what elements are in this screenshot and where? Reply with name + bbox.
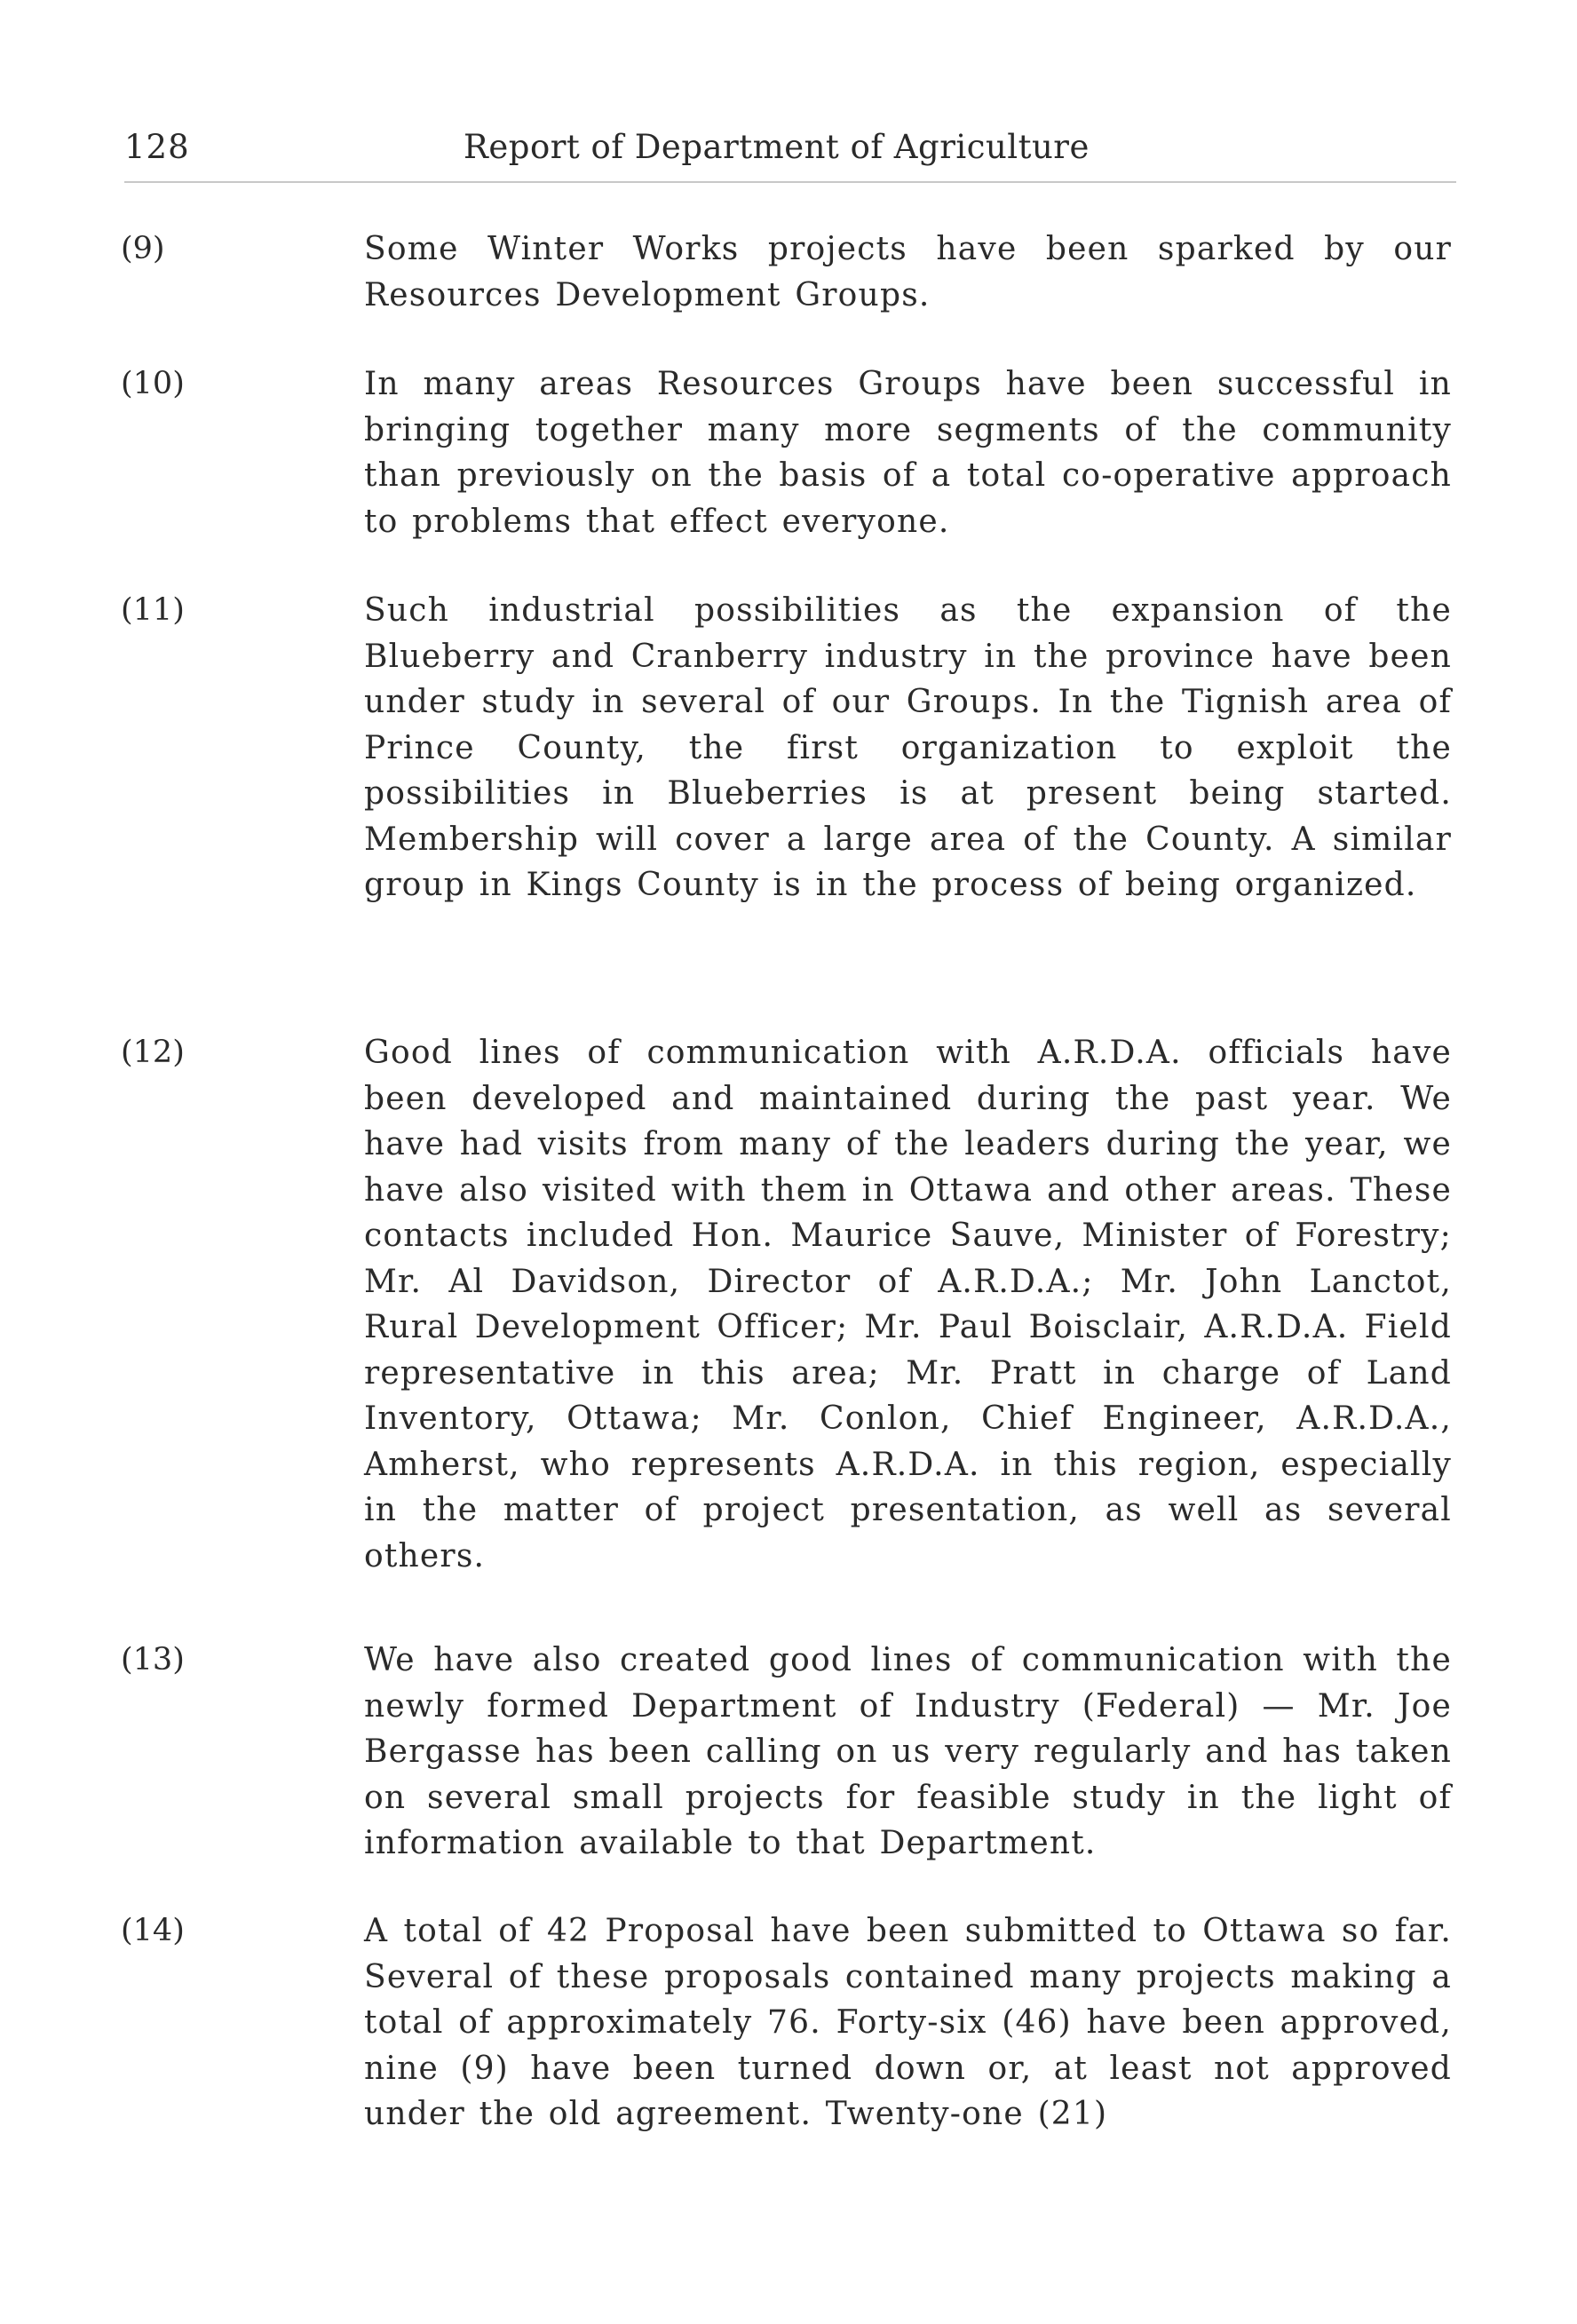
running-head: Report of Department of Agriculture <box>464 128 1090 166</box>
item-text: A total of 42 Proposal have been submitted to Ottawa so far. Several of these proposals contained many projects making a total of approximately 76. Forty-six (46) have been approved, nine (9) have been turned down or, at least not approved under the old agreement. Twenty-one (21) <box>364 1913 1452 2132</box>
item-number: (13) <box>121 1642 185 1678</box>
item-number: (9) <box>121 231 165 266</box>
item-text: We have also created good lines of communication with the newly formed Department of Industry (Federal) — Mr. Joe Bergasse has been calling on us very regularly and has taken on several small projects for feasible study in the light of information available to that Department. <box>364 1642 1452 1861</box>
header-rule <box>124 181 1456 183</box>
page-header <box>124 121 1456 174</box>
item-text: Such industrial possibilities as the expansion of the Blueberry and Cranberry industry in the province have been under study in several of our Groups. In the Tignish area of Prince County, the first organization to exploit the possibilities in Blueberries is at present being started. Membership will cover a large area of the County. A similar group in Kings County is in the process of being organized. <box>364 592 1452 903</box>
item-number: (14) <box>121 1913 185 1948</box>
item-text: Some Winter Works projects have been sparked by our Resources Development Groups. <box>364 231 1452 313</box>
page-number: 128 <box>124 128 190 166</box>
item-number: (11) <box>121 592 185 628</box>
item-text: In many areas Resources Groups have been successful in bringing together many more segments of the community than previously on the basis of a total co-operative approach to problems that effect everyone. <box>364 366 1452 540</box>
item-number: (12) <box>121 1035 185 1070</box>
item-number: (10) <box>121 366 185 401</box>
item-text: Good lines of communication with A.R.D.A. officials have been developed and maintained during the past year. We have had visits from many of the leaders during the year, we have also visited with them in Ottawa and other areas. These contacts included Hon. Maurice Sauve, Minister of Forestry; Mr. Al Davidson, Director of A.R.D.A.; Mr. John Lanctot, Rural Development Officer; Mr. Paul Boisclair, A.R.D.A. Field representative in this area; Mr. Pratt in charge of Land Inventory, Ottawa; Mr. Conlon, Chief Engineer, A.R.D.A., Amherst, who represents A.R.D.A. in this region, especially in the matter of project presentation, as well as several others. <box>364 1035 1452 1574</box>
